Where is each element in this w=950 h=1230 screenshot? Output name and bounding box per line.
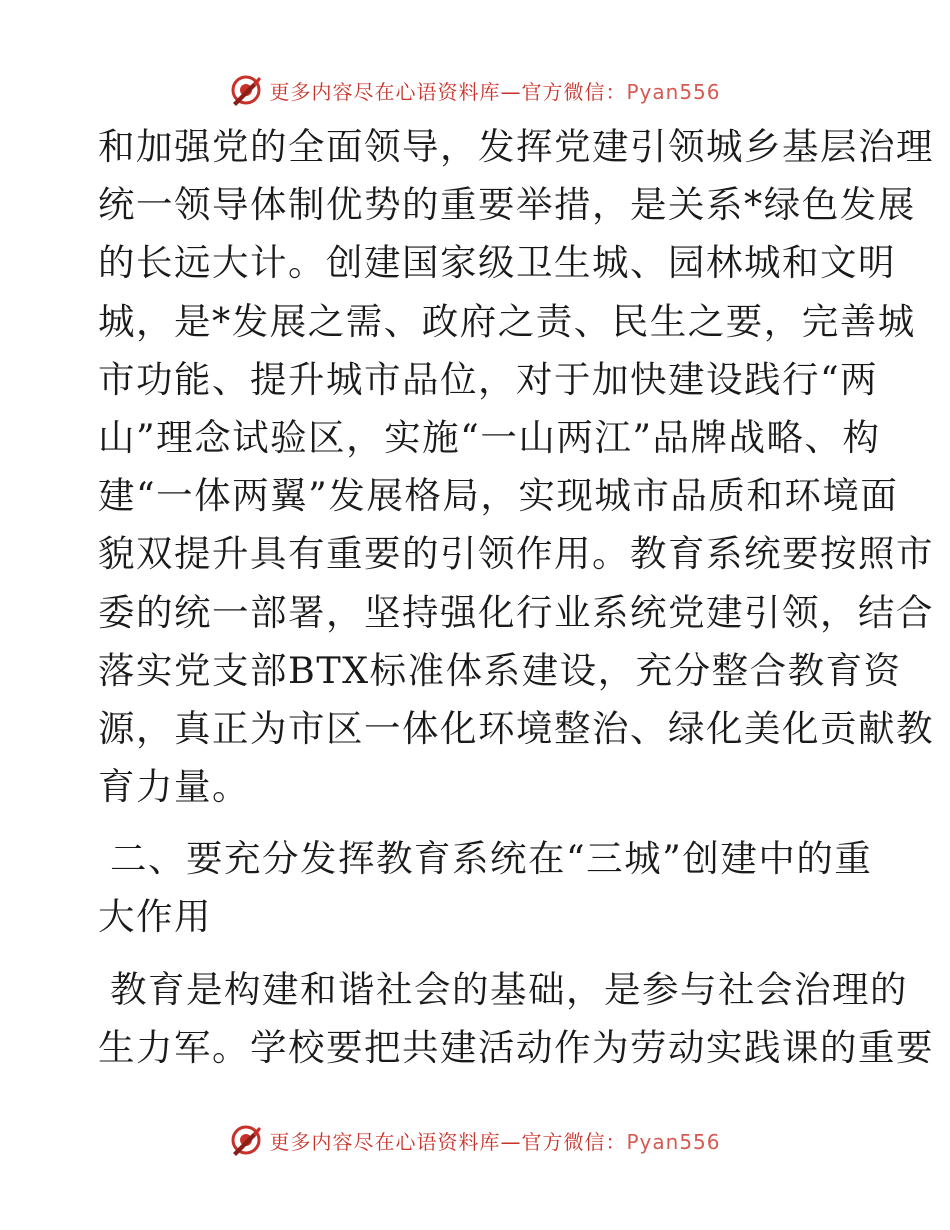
paragraph-line: 源，真正为市区一体化环境整治、绿化美化贡献教 (98, 706, 934, 750)
section-heading-line: 二、要充分发挥教育系统在“三城”创建中的重 (110, 837, 873, 881)
paragraph-line: 貌双提升具有重要的引领作用。教育系统要按照市 (98, 532, 934, 576)
watermark-text: 更多内容尽在心语资料库—官方微信：Pyan556 (269, 1129, 721, 1154)
pen-logo-icon (229, 73, 263, 107)
paragraph-line: 城，是*发展之需、政府之责、民生之要，完善城 (98, 299, 916, 343)
paragraph-line: 山”理念试验区，实施“一山两江”品牌战略、构 (98, 415, 881, 459)
wechat-id: Pyan556 (626, 1129, 721, 1154)
document-body (98, 118, 934, 1077)
paragraph-line: 的长远大计。创建国家级卫生城、园林城和文明 (98, 241, 896, 285)
section-heading-line: 大作用 (98, 895, 212, 939)
pen-logo-icon (229, 1123, 263, 1157)
paragraph-line: 建“一体两翼”发展格局，实现城市品质和环境面 (98, 474, 899, 518)
paragraph-line: 育力量。 (98, 765, 250, 809)
paragraph-line: 统一领导体制优势的重要举措，是关系*绿色发展 (98, 183, 916, 227)
watermark-header (0, 70, 950, 110)
paragraph-line: 生力军。学校要把共建活动作为劳动实践课的重要 (98, 1025, 934, 1069)
watermark-text: 更多内容尽在心语资料库—官方微信：Pyan556 (269, 79, 721, 104)
paragraph-line: 市功能、提升城市品位，对于加快建设践行“两 (98, 357, 879, 401)
wechat-id: Pyan556 (626, 79, 721, 104)
paragraph-line: 教育是构建和谐社会的基础，是参与社会治理的 (110, 967, 908, 1011)
watermark-footer (0, 1120, 950, 1160)
paragraph-line: 委的统一部署，坚持强化行业系统党建引领，结合 (98, 590, 934, 634)
paragraph-line: 和加强党的全面领导，发挥党建引领城乡基层治理 (98, 125, 934, 168)
paragraph-line: 落实党支部BTX标准体系建设，充分整合教育资 (98, 648, 902, 692)
